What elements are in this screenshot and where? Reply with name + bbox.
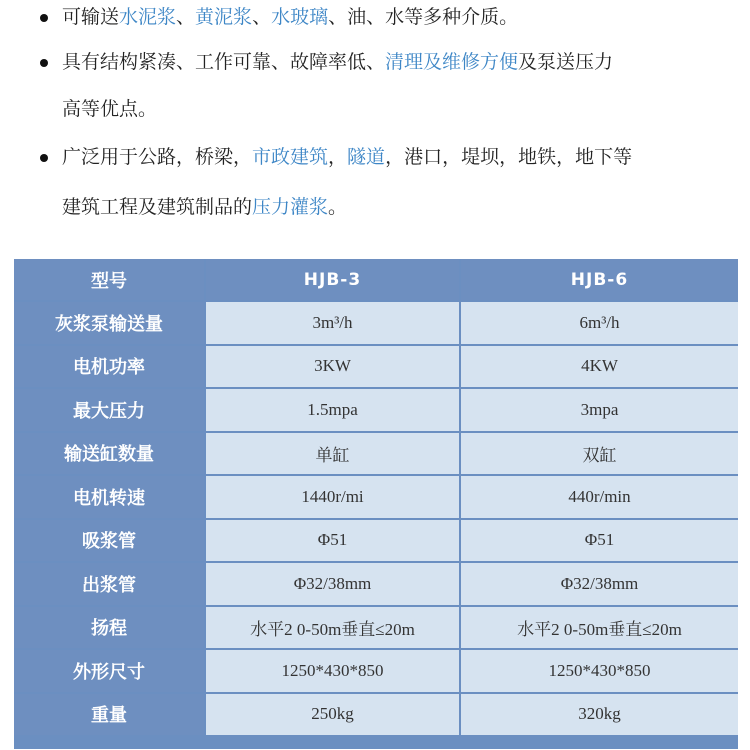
hjb3-value-cell: 250kg [206,694,459,736]
row-label-cell: 重量 [14,694,204,736]
text-run: 、油、水等多种介质。 [328,6,519,28]
text-run-highlight: 压力灌浆 [252,196,329,218]
row-label-cell: 外形尺寸 [14,650,204,692]
text-run-highlight: 市政建筑 [252,146,329,168]
hjb6-value-cell: 水平2 0-50m垂直≤20m [461,607,738,649]
bullet-item [40,145,730,220]
hjb3-value-cell: Φ32/38mm [206,563,459,605]
hjb6-value-cell: 4KW [461,346,738,388]
header-cell-hjb6: HJB-6 [461,259,738,300]
text-run-highlight: 黄泥浆 [195,6,253,28]
row-label-cell: 输送缸数量 [14,433,204,475]
table-row [14,520,738,562]
bullet-line [62,145,632,169]
hjb3-value-cell: 1.5mpa [206,389,459,431]
text-run: 建筑工程及建筑制品的 [62,196,253,218]
text-run: ， [328,146,348,168]
text-run: 、 [176,6,196,28]
table-row [14,389,738,431]
text-run-highlight: 水泥浆 [119,6,177,28]
table-row [14,476,738,518]
table-row [14,563,738,605]
table-row [14,346,738,388]
text-run: 广泛用于公路，桥梁， [62,146,253,168]
bullet-dot-icon [40,154,48,162]
hjb3-value-cell: 3KW [206,346,459,388]
text-run-highlight: 隧道 [347,146,386,168]
hjb6-value-cell: Φ32/38mm [461,563,738,605]
hjb6-value-cell: 1250*430*850 [461,650,738,692]
hjb6-value-cell: Φ51 [461,520,738,562]
row-label-cell: 灰浆泵输送量 [14,302,204,344]
text-run-highlight: 水玻璃 [271,6,329,28]
hjb3-value-cell: 单缸 [206,433,459,475]
table-row [14,433,738,475]
bullet-line [62,97,157,121]
text-run: ，港口，堤坝，地铁，地下等 [385,146,633,168]
row-label-cell: 吸浆管 [14,520,204,562]
hjb3-value-cell: Φ51 [206,520,459,562]
hjb6-value-cell: 440r/min [461,476,738,518]
row-label-cell: 出浆管 [14,563,204,605]
hjb3-value-cell: 1250*430*850 [206,650,459,692]
table-header-row [14,259,738,300]
bullet-dot-icon [40,14,48,22]
hjb6-value-cell: 6m³/h [461,302,738,344]
hjb6-value-cell: 双缸 [461,433,738,475]
header-cell-hjb3: HJB-3 [206,259,459,300]
text-run-highlight: 清理及维修方便 [385,51,519,73]
bullet-item [40,5,730,35]
row-label-cell: 电机转速 [14,476,204,518]
table-row [14,650,738,692]
hjb3-value-cell: 1440r/mi [206,476,459,518]
text-run: 可输送 [62,6,120,28]
text-run: 高等优点。 [62,98,158,120]
hjb6-value-cell: 3mpa [461,389,738,431]
table-row [14,302,738,344]
bullet-line [62,50,613,74]
hjb3-value-cell: 3m³/h [206,302,459,344]
row-label-cell: 最大压力 [14,389,204,431]
bullet-line [62,195,347,219]
spec-table [14,259,738,749]
row-label-cell: 电机功率 [14,346,204,388]
hjb3-value-cell: 水平2 0-50m垂直≤20m [206,607,459,649]
header-cell-model: 型号 [14,259,204,300]
bullet-line [62,5,518,29]
table-row [14,694,738,736]
text-run: 、 [252,6,272,28]
row-label-cell: 扬程 [14,607,204,649]
text-run: 。 [328,196,348,218]
hjb6-value-cell: 320kg [461,694,738,736]
text-run: 及泵送压力 [518,51,614,73]
text-run: 具有结构紧凑、工作可靠、故障率低、 [62,51,386,73]
bullet-item [40,50,730,125]
bullet-dot-icon [40,59,48,67]
table-row [14,607,738,649]
